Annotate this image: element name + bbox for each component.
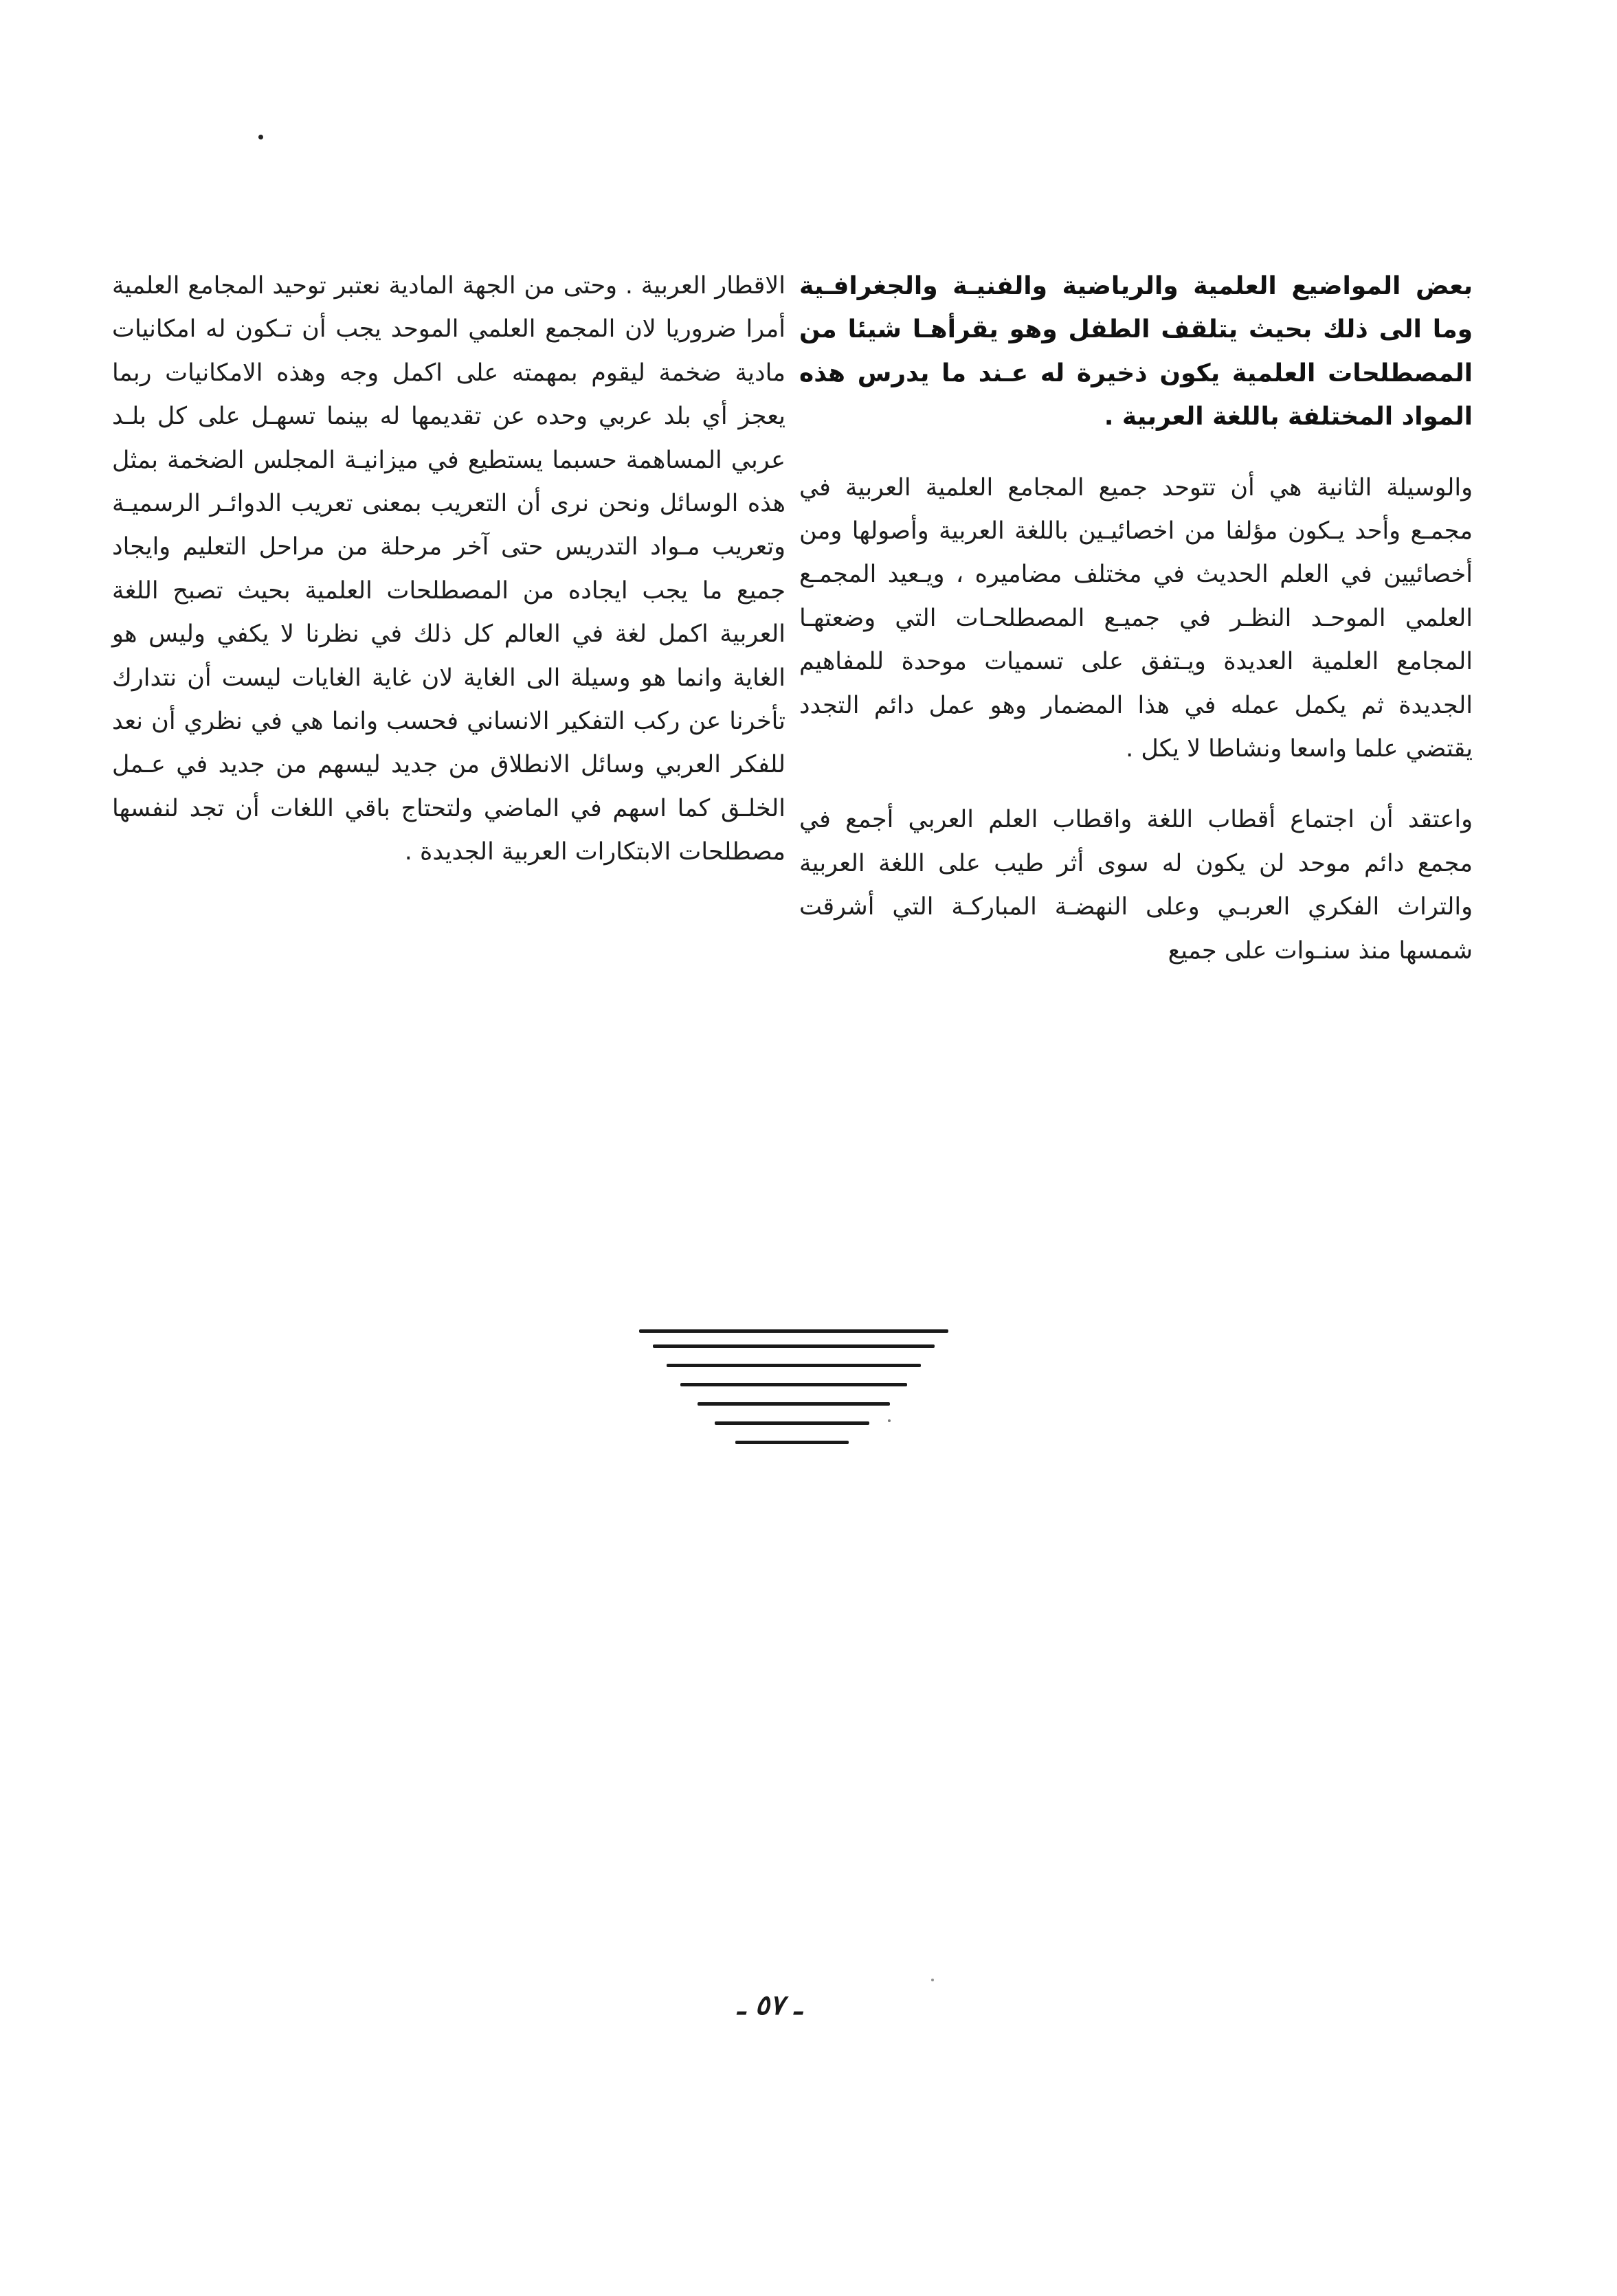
- ornament-line: [715, 1421, 869, 1425]
- ornament-line: [667, 1364, 921, 1367]
- ornament-line: [639, 1329, 948, 1333]
- ornament-line: [735, 1441, 849, 1444]
- ornament-line: [698, 1402, 890, 1406]
- scan-speck: [258, 135, 263, 139]
- right-column-paragraph-2: والوسيلة الثانية هي أن تتوحد جميع المجامع العلمية العربية في مجمـع وأحد يـكون مؤلفا من اخصائيـين باللغة العربية وأصولها ومن أخصائيين في العلم الحديث في مختلف مضاميره ، ويـعيد المجمـع العلمي الموحـد النظـر في جميـع المصطلحـات التي وضعتهـا المجامع العلمية العديدة ويـتفق على تسميات موحدة للمفاهيم الجديدة ثم يكمل عمله في هذا المضمار وهو عمل دائم التجدد يقتضي علما واسعا ونشاطا لا يكل .: [799, 473, 1473, 763]
- left-column: [112, 265, 785, 875]
- section-end-ornament: [639, 1329, 955, 1460]
- scan-speck: [931, 1979, 934, 1981]
- page-number: ـ ٥٧ ـ: [737, 1989, 803, 2021]
- ornament-line: [653, 1344, 935, 1348]
- ornament-line: [680, 1383, 907, 1386]
- right-column: [799, 265, 1473, 973]
- right-column-paragraph-3: واعتقد أن اجتماع أقطاب اللغة واقطاب العلم العربي أجمع في مجمع دائم موحد لن يكون له سوى أثر طيب على اللغة العربية والتراث الفكري العربـي وعلى النهضـة المباركـة التي أشرقت شمسها منذ سنـوات على جميع: [799, 806, 1473, 965]
- right-column-paragraph-1: بعض المواضيع العلمية والرياضية والفنيـة والجغرافـية وما الى ذلك بحيث يتلقف الطفل وهو يقرأهـا شيئا من المصطلحات العلمية يكون ذخيرة له عـند ما يدرس هذه المواد المختلفة باللغة العربية .: [799, 272, 1473, 431]
- left-column-paragraph-1: الاقطار العربية . وحتى من الجهة المادية نعتبر توحيد المجامع العلمية أمرا ضروريا لان المجمع العلمي الموحد يجب أن تـكون له امكانيات مادية ضخمة ليقوم بمهمته على اكمل وجه وهذه الامكانيات ربما يعجز أي بلد عربي وحده عن تقديمها له بينما تسهـل على كل بلـد عربي المساهمة حسبما يستطيع في ميزانيـة المجلس الضخمة بمثل هذه الوسائل ونحن نرى أن التعريب بمعنى تعريب الدوائـر الرسميـة وتعريب مـواد التدريس حتى آخر مرحلة من مراحل التعليم وايجاد جميع ما يجب ايجاده من المصطلحات العلمية بحيث تصبح اللغة العربية اكمل لغة في العالم كل ذلك في نظرنا لا يكفي وليس هو الغاية وانما هو وسيلة الى الغاية لان غاية الغايات ليست أن نتدارك تأخرنا عن ركب التفكير الانساني فحسب وانما هي في نظري أن نعد للفكر العربي وسائل الانطلاق من جديد ليسهم من جديد في عـمل الخلـق كما اسهم في الماضي ولتحتاج باقي اللغات أن تجد لنفسها مصطلحات الابتكارات العربية الجديدة .: [112, 272, 785, 866]
